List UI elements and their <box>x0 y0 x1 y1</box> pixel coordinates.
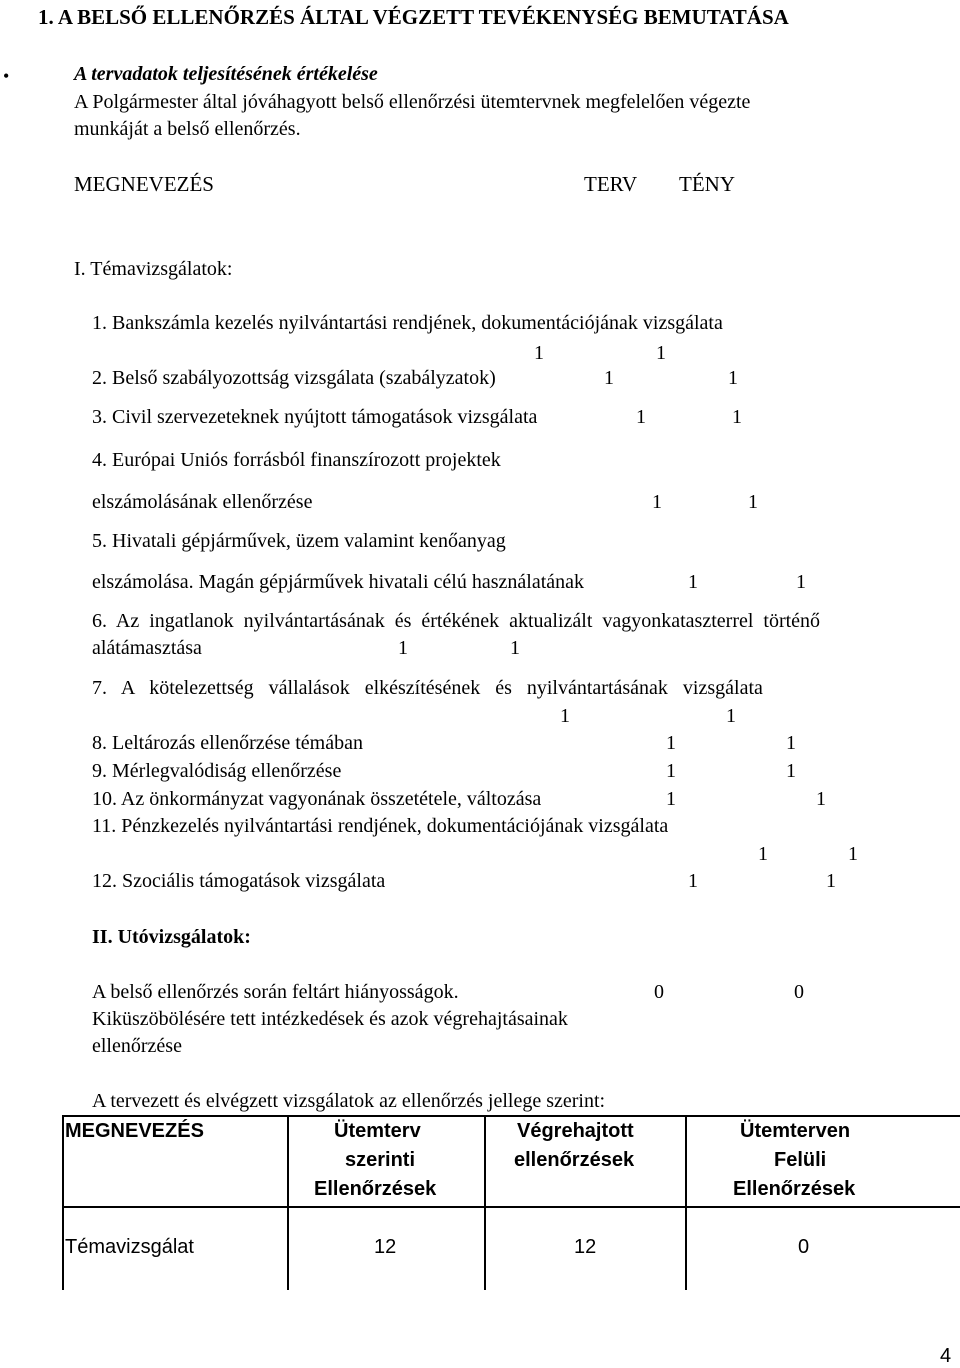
group-2-line-1: A belső ellenőrzés során feltárt hiányosságok. <box>92 981 459 1003</box>
intro-line-2: munkáját a belső ellenőrzés. <box>74 118 301 140</box>
item-1-teny: 1 <box>656 342 666 364</box>
item-8-text: 8. Leltározás ellenőrzése témában <box>92 732 363 754</box>
item-10-text: 10. Az önkormányzat vagyonának összetétele, változása <box>92 788 542 810</box>
item-10-teny: 1 <box>816 788 826 810</box>
page-number: 4 <box>940 1345 952 1367</box>
table-cell-extra: 0 <box>798 1236 810 1258</box>
table-header-extra-1: Ütemterven <box>740 1120 851 1142</box>
table-header-extra-3: Ellenőrzések <box>733 1178 856 1200</box>
item-3-teny: 1 <box>732 406 742 428</box>
item-5-text-2: elszámolása. Magán gépjárművek hivatali célú használatának <box>92 571 585 593</box>
page-heading: 1. A BELSŐ ELLENŐRZÉS ÁLTAL VÉGZETT TEVÉKENYSÉG BEMUTATÁSA <box>38 5 789 29</box>
item-5-teny: 1 <box>796 571 806 593</box>
group-2-teny: 0 <box>794 981 804 1003</box>
table-header-plan-2: szerinti <box>345 1149 416 1171</box>
section-title: A tervadatok teljesítésének értékelése <box>74 63 378 85</box>
table-header-plan-1: Ütemterv <box>334 1120 421 1142</box>
table-left-border <box>62 1115 64 1290</box>
item-1-text: 1. Bankszámla kezelés nyilvántartási rendjének, dokumentációjának vizsgálata <box>92 312 723 334</box>
item-11-terv: 1 <box>758 843 768 865</box>
item-5-text: 5. Hivatali gépjárművek, üzem valamint kenőanyag <box>92 530 506 552</box>
item-3-text: 3. Civil szervezeteknek nyújtott támogatások vizsgálata <box>92 406 538 428</box>
item-4-text: 4. Európai Uniós forrásból finanszírozott projektek <box>92 449 501 471</box>
item-4-teny: 1 <box>748 491 758 513</box>
item-1-terv: 1 <box>534 342 544 364</box>
table-header-done-2: ellenőrzések <box>514 1149 635 1171</box>
item-11-teny: 1 <box>848 843 858 865</box>
item-4-text-2: elszámolásának ellenőrzése <box>92 491 313 513</box>
col-header-plan: TERV <box>584 172 638 196</box>
table-header-name: MEGNEVEZÉS <box>65 1120 204 1142</box>
item-6-teny: 1 <box>510 637 520 659</box>
item-9-teny: 1 <box>786 760 796 782</box>
table-col-divider-2 <box>484 1115 486 1290</box>
item-8-teny: 1 <box>786 732 796 754</box>
item-7-terv: 1 <box>560 705 570 727</box>
table-cell-name: Témavizsgálat <box>65 1236 194 1258</box>
table-header-done-1: Végrehajtott <box>517 1120 634 1142</box>
table-col-divider-3 <box>685 1115 687 1290</box>
group-2-terv: 0 <box>654 981 664 1003</box>
item-6-text-2: alátámasztása <box>92 637 202 659</box>
item-2-text: 2. Belső szabályozottság vizsgálata (szabályzatok) <box>92 367 496 389</box>
item-11-text: 11. Pénzkezelés nyilvántartási rendjének, dokumentációjának vizsgálata <box>92 815 669 837</box>
item-12-text: 12. Szociális támogatások vizsgálata <box>92 870 386 892</box>
table-intro: A tervezett és elvégzett vizsgálatok az ellenőrzés jellege szerint: <box>92 1090 606 1112</box>
table-cell-done: 12 <box>574 1236 597 1258</box>
item-2-terv: 1 <box>604 367 614 389</box>
item-10-terv: 1 <box>666 788 676 810</box>
item-8-terv: 1 <box>666 732 676 754</box>
item-3-terv: 1 <box>636 406 646 428</box>
group-1-title: I. Témavizsgálatok: <box>74 258 233 280</box>
group-2-line-2: Kiküszöbölésére tett intézkedések és azok végrehajtásainak <box>92 1008 568 1030</box>
table-cell-plan: 12 <box>374 1236 397 1258</box>
item-7-text: 7. A kötelezettség vállalások elkészítésének és nyilvántartásának vizsgálata <box>92 677 763 699</box>
item-12-terv: 1 <box>688 870 698 892</box>
item-6-terv: 1 <box>398 637 408 659</box>
table-top-border <box>62 1115 960 1117</box>
table-header-divider <box>62 1206 960 1208</box>
item-9-text: 9. Mérlegvalódiság ellenőrzése <box>92 760 342 782</box>
intro-line-1: A Polgármester által jóváhagyott belső ellenőrzési ütemtervnek megfelelően végezte <box>74 91 751 113</box>
item-12-teny: 1 <box>826 870 836 892</box>
group-2-title: II. Utóvizsgálatok: <box>92 926 251 948</box>
item-2-teny: 1 <box>728 367 738 389</box>
item-9-terv: 1 <box>666 760 676 782</box>
item-4-terv: 1 <box>652 491 662 513</box>
item-7-teny: 1 <box>726 705 736 727</box>
table-header-plan-3: Ellenőrzések <box>314 1178 437 1200</box>
table-col-divider-1 <box>287 1115 289 1290</box>
item-5-terv: 1 <box>688 571 698 593</box>
table-header-extra-2: Felüli <box>774 1149 827 1171</box>
bullet-icon: • <box>3 66 10 86</box>
item-6-text: 6. Az ingatlanok nyilvántartásának és értékének aktualizált vagyonkataszterrel történő <box>92 610 821 632</box>
group-2-line-3: ellenőrzése <box>92 1035 182 1057</box>
col-header-name: MEGNEVEZÉS <box>74 172 214 196</box>
col-header-fact: TÉNY <box>679 172 735 196</box>
